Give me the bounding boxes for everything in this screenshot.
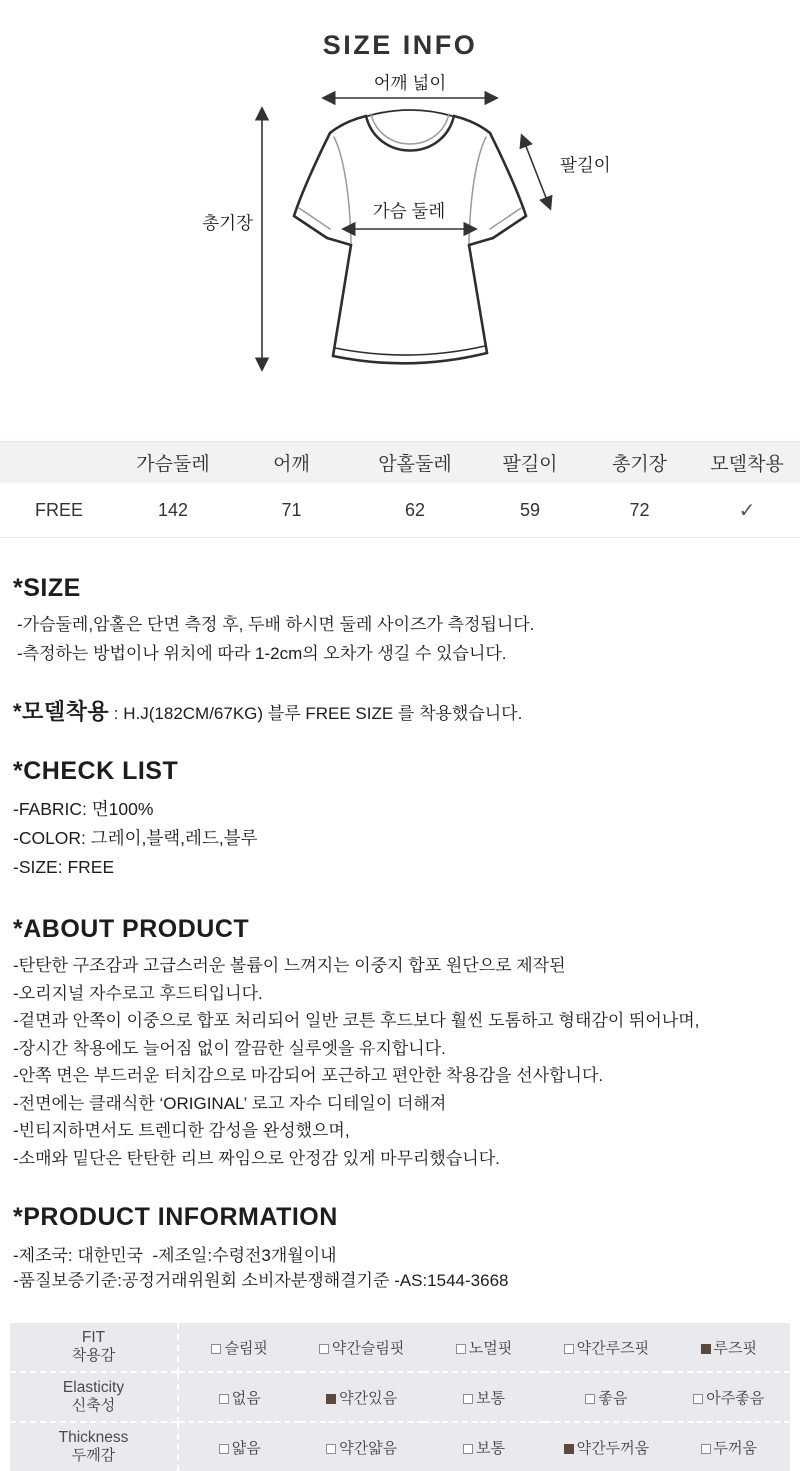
product-information-heading: *PRODUCT INFORMATION (13, 1203, 338, 1231)
size-note: -가슴둘레,암홀은 단면 측정 후, 두배 하시면 둘레 사이즈가 측정됩니다. (17, 615, 535, 634)
about-line: -겉면과 안쪽이 이중으로 합포 처리되어 일반 코튼 후드보다 훨씬 도톰하고 형태감이 뛰어나며, (13, 1011, 700, 1030)
thickness-row (10, 1422, 790, 1471)
checkbox-icon (463, 1444, 473, 1454)
model-worn-checkmark: ✓ (694, 483, 800, 538)
size-name: FREE (0, 483, 118, 538)
checkbox-checked-icon (701, 1344, 711, 1354)
option-label: 없음 (231, 1389, 261, 1407)
option-label: 약간루즈핏 (576, 1339, 650, 1357)
shoulder-value: 71 (228, 483, 355, 538)
thickness-label-ko: 두께감 (71, 1447, 116, 1464)
tshirt-measurement-diagram (0, 67, 800, 415)
size-table-header-armhole: 암홀둘레 (355, 442, 475, 484)
size-table-header-empty (0, 442, 118, 484)
about-line: -빈티지하면서도 트렌디한 감성을 완성했으며, (13, 1121, 350, 1140)
size-table-row-free (0, 483, 800, 538)
length-value: 72 (585, 483, 694, 538)
fit-option-selected (668, 1323, 790, 1372)
size-heading: *SIZE (13, 574, 81, 602)
elasticity-label-ko: 신축성 (71, 1397, 116, 1414)
about-line: -오리지널 자수로고 후드티입니다. (13, 983, 263, 1003)
chest-label: 가슴 둘레 (372, 201, 446, 221)
elasticity-option (423, 1372, 545, 1422)
fit-option (178, 1323, 300, 1372)
check-list-heading: *CHECK LIST (13, 757, 179, 785)
fit-label-en: FIT (81, 1329, 106, 1346)
thickness-row-label (10, 1422, 178, 1471)
checkbox-icon (326, 1444, 336, 1454)
tshirt-seam-lines (299, 114, 521, 243)
tshirt-outline (294, 110, 526, 363)
option-label: 좋음 (598, 1389, 628, 1407)
sleeve-value: 59 (475, 483, 585, 538)
checkbox-icon (564, 1344, 574, 1354)
checkbox-icon (456, 1344, 466, 1354)
elasticity-option (545, 1372, 667, 1422)
option-label: 약간슬림핏 (331, 1339, 405, 1357)
elasticity-option (668, 1372, 790, 1422)
option-label: 두꺼움 (713, 1439, 758, 1457)
elasticity-option-selected (300, 1372, 422, 1422)
chest-value: 142 (118, 483, 228, 538)
option-label: 노멀핏 (468, 1339, 513, 1357)
option-label: 루즈핏 (713, 1339, 758, 1357)
checkbox-icon (319, 1344, 329, 1354)
thickness-option (178, 1422, 300, 1471)
option-label: 보통 (475, 1389, 505, 1407)
fit-option (300, 1323, 422, 1372)
size-table-header-model: 모델착용 (694, 442, 800, 484)
about-line: -탄탄한 구조감과 고급스러운 볼륨이 느껴지는 이중지 합포 원단으로 제작된 (13, 956, 566, 975)
size-table-header-length: 총기장 (585, 442, 694, 484)
size-table (0, 441, 800, 538)
section-model-worn (0, 695, 800, 726)
product-info-line: -제조국: 대한민국 -제조일:수령전3개월이내 (13, 1246, 337, 1265)
size-table-header-sleeve: 팔길이 (475, 442, 585, 484)
about-line: -장시간 착용에도 늘어짐 없이 깔끔한 실루엣을 유지합니다. (13, 1038, 446, 1058)
checkbox-checked-icon (326, 1394, 336, 1404)
about-line: -전면에는 클래식한 ‘ORIGINAL’ 로고 자수 디테일이 더해져 (13, 1093, 447, 1113)
option-label: 약간얇음 (339, 1439, 398, 1457)
check-list-fabric: -FABRIC: 면100% (13, 799, 154, 819)
thickness-option (423, 1422, 545, 1471)
shoulder-width-label: 어깨 넓이 (373, 73, 447, 93)
thickness-option-selected (545, 1422, 667, 1471)
option-label: 약간있음 (339, 1389, 398, 1407)
about-product-heading: *ABOUT PRODUCT (13, 915, 250, 943)
size-note: -측정하는 방법이나 위치에 따라 1-2cm의 오차가 생길 수 있습니다. (17, 644, 507, 663)
page-title: SIZE INFO (322, 30, 478, 60)
elasticity-option (178, 1372, 300, 1422)
check-list-size: -SIZE: FREE (13, 857, 115, 877)
checkbox-checked-icon (564, 1444, 574, 1454)
fit-row (10, 1323, 790, 1372)
elasticity-row (10, 1372, 790, 1422)
checkbox-icon (701, 1444, 711, 1454)
elasticity-label-en: Elasticity (62, 1379, 125, 1396)
option-label: 슬림핏 (224, 1339, 268, 1357)
check-list-color: -COLOR: 그레이,블랙,레드,블루 (13, 828, 258, 848)
option-label: 아주좋음 (706, 1389, 765, 1407)
checkbox-icon (585, 1394, 595, 1404)
size-table-header-row (0, 442, 800, 484)
about-line: -안쪽 면은 부드러운 터치감으로 마감되어 포근하고 편안한 착용감을 선사합니다. (13, 1066, 604, 1085)
checkbox-icon (219, 1394, 229, 1404)
elasticity-row-label (10, 1372, 178, 1422)
section-product-information (0, 1203, 800, 1293)
checkbox-icon (219, 1444, 229, 1454)
fit-row-label (10, 1323, 178, 1372)
checkbox-icon (693, 1394, 703, 1404)
model-worn-text: : H.J(182CM/67KG) 블루 FREE SIZE 를 착용했습니다. (109, 704, 523, 723)
fit-label-ko: 착용감 (71, 1347, 116, 1364)
fit-option (545, 1323, 667, 1372)
tshirt-diagram-svg (0, 67, 800, 415)
section-about-product (0, 915, 800, 1172)
checkbox-icon (463, 1394, 473, 1404)
size-table-header-chest: 가슴둘레 (118, 442, 228, 484)
sleeve-length-arrow (522, 136, 550, 208)
thickness-option (300, 1422, 422, 1471)
thickness-label-en: Thickness (58, 1429, 129, 1446)
model-worn-heading: *모델착용 (13, 699, 110, 724)
product-info-line: -품질보증기준:공정거래위원회 소비자분쟁해결기준 -AS:1544-3668 (13, 1271, 509, 1290)
option-label: 보통 (475, 1439, 505, 1457)
sleeve-length-label: 팔길이 (560, 155, 611, 175)
attributes-table (10, 1323, 790, 1471)
thickness-option (668, 1422, 790, 1471)
option-label: 약간두꺼움 (576, 1439, 650, 1457)
section-check-list (0, 757, 800, 882)
section-size (0, 574, 800, 668)
option-label: 얇음 (231, 1439, 261, 1457)
fit-option (423, 1323, 545, 1372)
size-table-header-shoulder: 어깨 (228, 442, 355, 484)
about-line: -소매와 밑단은 탄탄한 리브 짜임으로 안정감 있게 마무리했습니다. (13, 1148, 500, 1168)
total-length-label: 총기장 (202, 213, 253, 233)
checkbox-icon (211, 1344, 221, 1354)
armhole-value: 62 (355, 483, 475, 538)
